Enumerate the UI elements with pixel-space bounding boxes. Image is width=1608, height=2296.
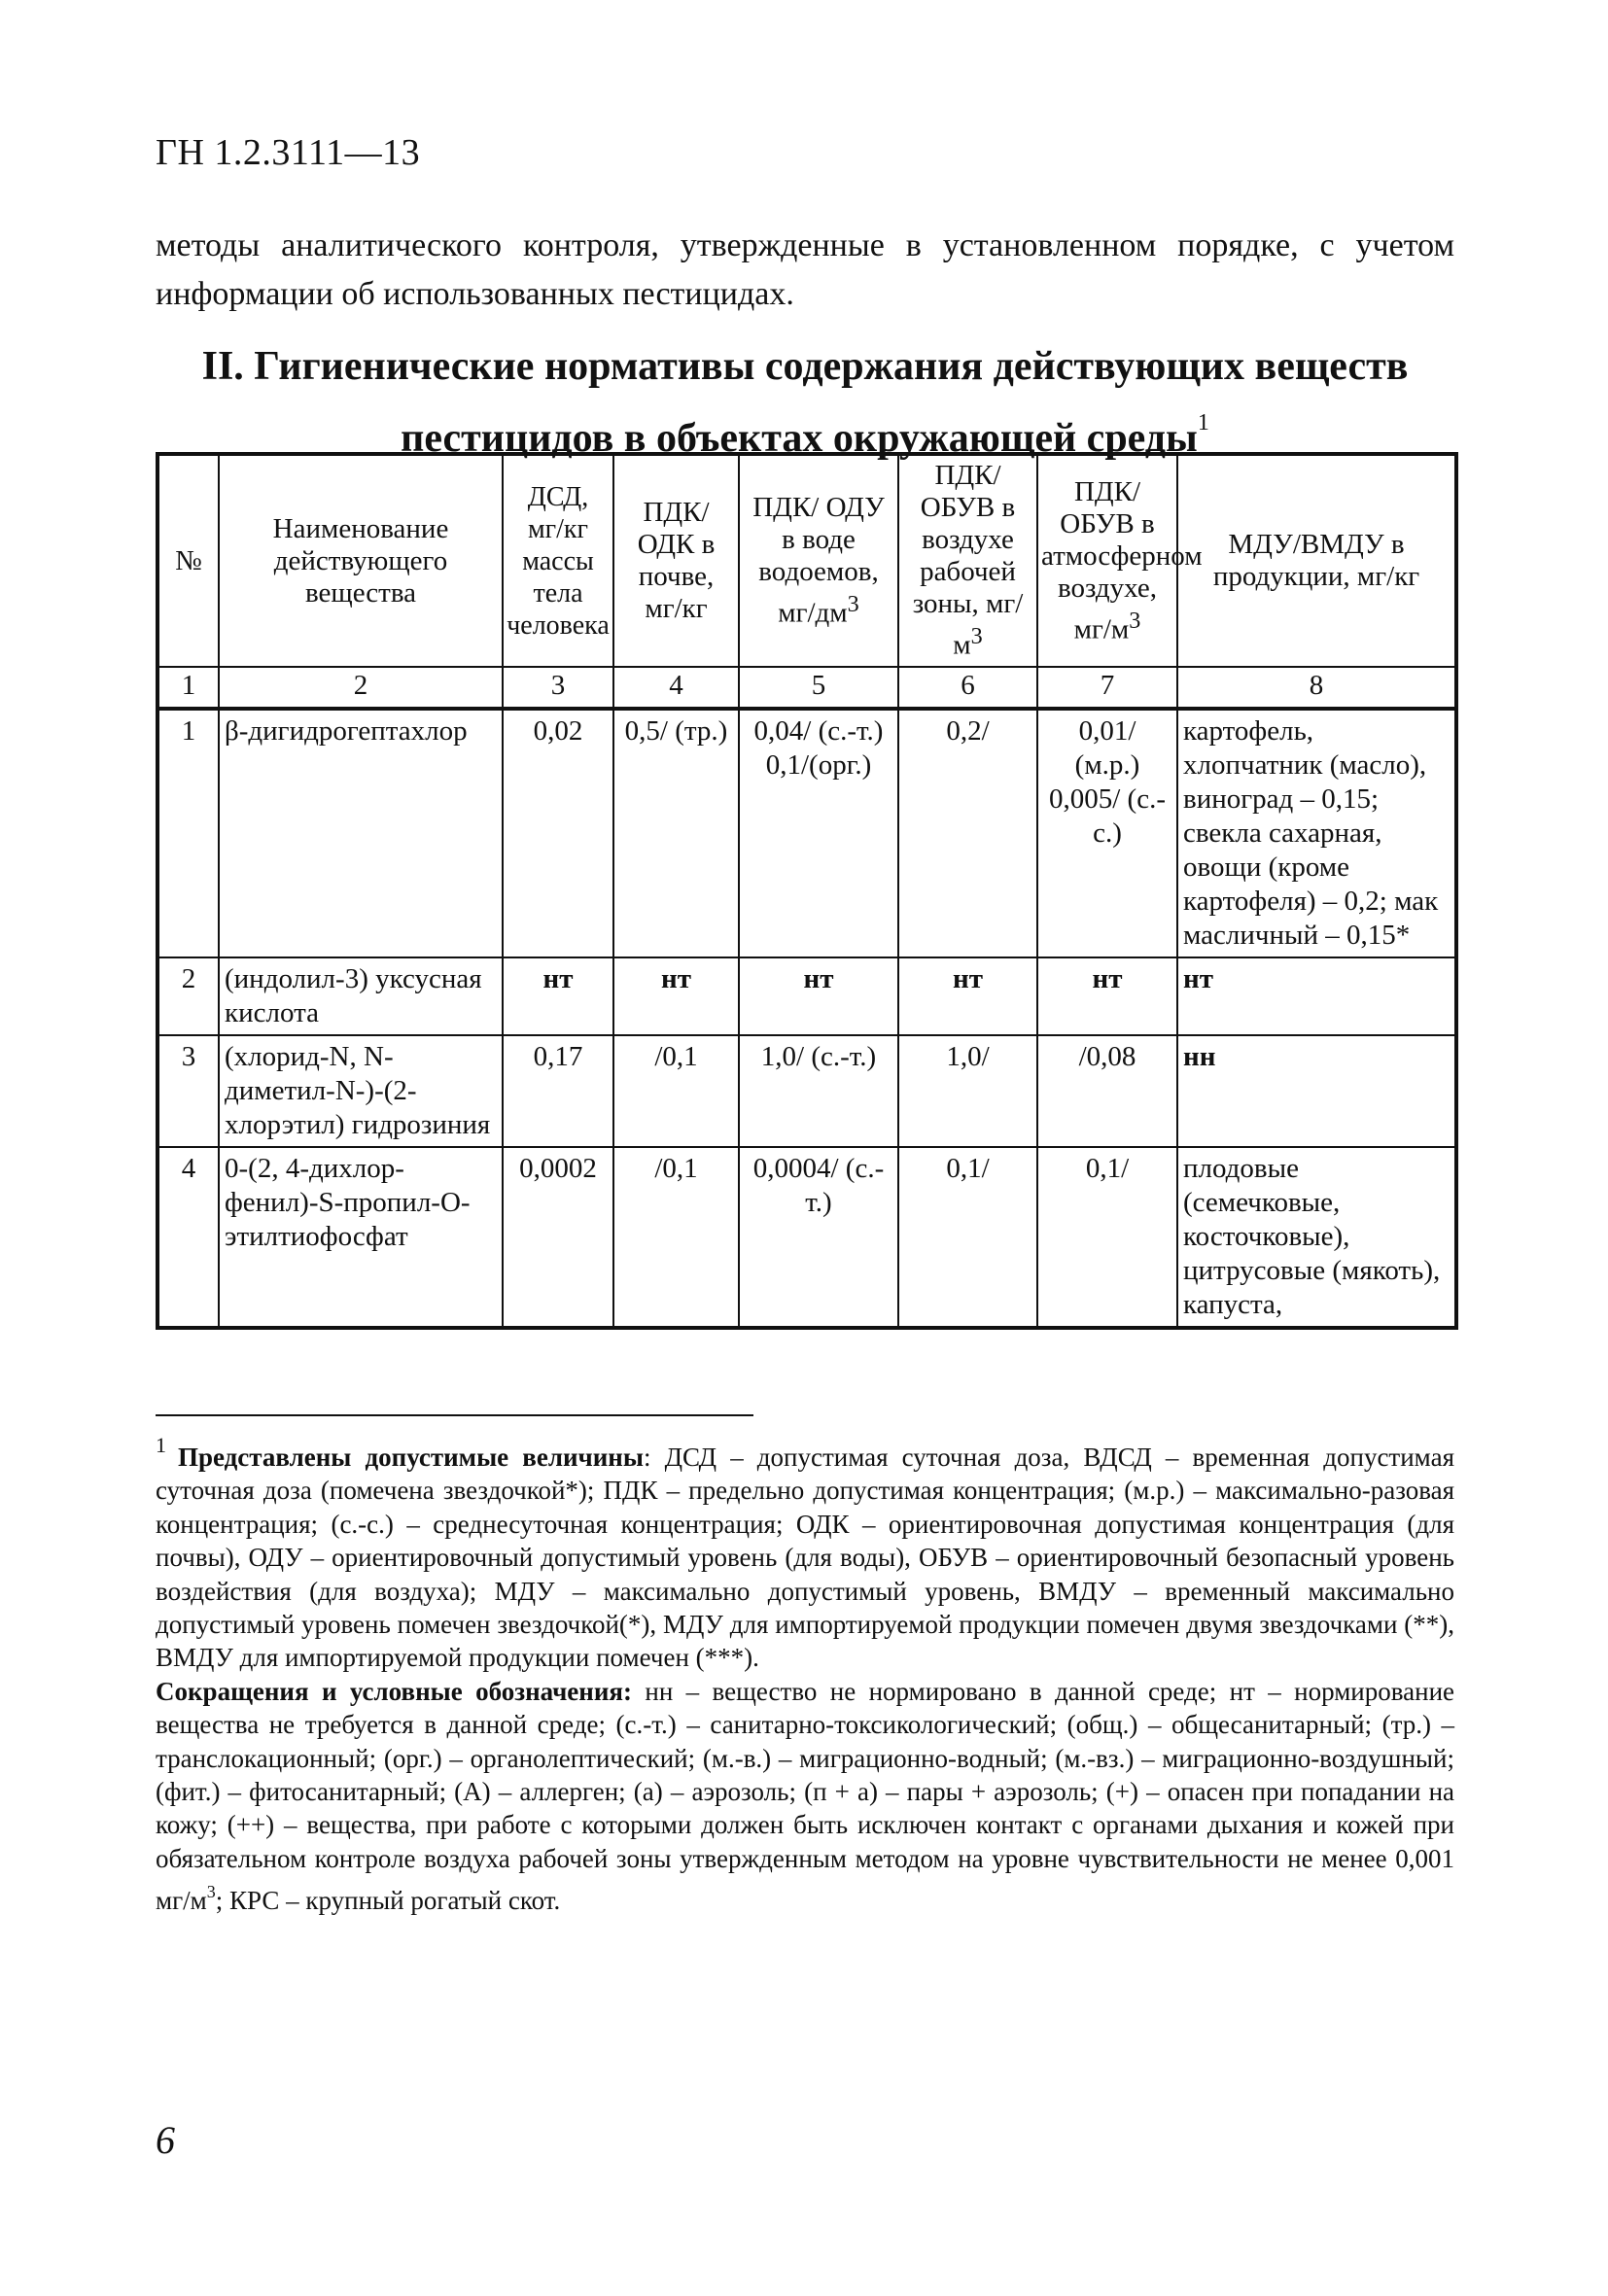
work-air-value: нт: [898, 957, 1037, 1035]
column-number: 5: [739, 667, 898, 709]
header-substance-name: Наименование действующего вещества: [219, 454, 503, 667]
mdu-value: нт: [1177, 957, 1456, 1035]
substance-name: β-дигидрогептахлор: [219, 709, 503, 957]
header-water: [739, 454, 898, 667]
mdu-value: нн: [1177, 1035, 1456, 1147]
header-water-text: ПДК/ ОДУ в воде водоемов,: [752, 492, 885, 588]
column-number: 4: [613, 667, 739, 709]
work-air-value: 0,2/: [898, 709, 1037, 957]
column-number: 7: [1037, 667, 1177, 709]
water-value: нт: [739, 957, 898, 1035]
footnote: [156, 1429, 1454, 1918]
footnote-abbreviations-text: нн – вещество не нормировано в данной среде; нт – нормирование вещества не требуется в данной среде; (с.-т.) – санитарно-токсикологический; (общ.) – общесанитарный; (тр.) – транслокационный; (орг.) – органолептический; (м.-в.) – миграционно-водный; (м.-вз.) – миграционно-воздушный; (фит.) – фитосанитарный; (А) – аллерген; (а) – аэрозоль; (п + а) – пары + аэрозоль; (+) – опасен при попадании на кожу; (++) – вещества, при работе с которыми должен быть исключен контакт с органами дыхания и кожей при обязательном контроле воздуха рабочей зоны утвержденным методом на уровне чувствительности не менее 0,001 мг/м: [156, 1676, 1454, 1916]
column-number: 2: [219, 667, 503, 709]
column-number: 8: [1177, 667, 1456, 709]
table-row: [157, 709, 1456, 957]
footnote-legend-heading: Представлены допустимые величины: [178, 1443, 644, 1472]
soil-value: /0,1: [613, 1147, 739, 1328]
work-air-value: 0,1/: [898, 1147, 1037, 1328]
dsd-value: 0,17: [503, 1035, 613, 1147]
table-row: [157, 1035, 1456, 1147]
table-row: [157, 1147, 1456, 1328]
atm-air-value: нт: [1037, 957, 1177, 1035]
header-soil: ПДК/ ОДК в почве, мг/кг: [613, 454, 739, 667]
document-code: ГН 1.2.3111—13: [156, 132, 421, 173]
column-number-row: [157, 667, 1456, 709]
header-atm-air-unit: мг/м: [1073, 613, 1130, 645]
header-water-unit-sup: 3: [847, 591, 859, 618]
header-work-air-unit: мг/м: [953, 588, 1024, 661]
column-number: 1: [157, 667, 219, 709]
row-number: 2: [157, 957, 219, 1035]
column-number: 3: [503, 667, 613, 709]
dsd-value: нт: [503, 957, 613, 1035]
header-dsd: ДСД, мг/кг массы тела человека: [503, 454, 613, 667]
table-header-row: [157, 454, 1456, 667]
section-title-footnote-mark: 1: [1197, 410, 1209, 435]
dsd-value: 0,02: [503, 709, 613, 957]
header-work-air-unit-sup: 3: [970, 623, 983, 650]
footnote-abbreviations-tail: ; КРС – крупный рогатый скот.: [215, 1886, 561, 1916]
water-value: 0,04/ (с.-т.) 0,1/(орг.): [739, 709, 898, 957]
column-number: 6: [898, 667, 1037, 709]
header-work-air-text: ПДК/ ОБУВ в воздухе рабочей зоны,: [912, 460, 1016, 620]
standards-table: [156, 452, 1458, 1330]
mdu-value: плодовые (семечковые, косточковые), цитрусовые (мякоть), капуста,: [1177, 1147, 1456, 1328]
row-number: 4: [157, 1147, 219, 1328]
work-air-value: 1,0/: [898, 1035, 1037, 1147]
substance-name: (хлорид-N, N-диметил-N-)-(2-хлорэтил) гидрозиния: [219, 1035, 503, 1147]
footnote-unit-sup: 3: [206, 1882, 216, 1902]
atm-air-value: 0,1/: [1037, 1147, 1177, 1328]
row-number: 3: [157, 1035, 219, 1147]
soil-value: нт: [613, 957, 739, 1035]
dsd-value: 0,0002: [503, 1147, 613, 1328]
substance-name: (индолил-3) уксусная кислота: [219, 957, 503, 1035]
header-atm-air-unit-sup: 3: [1129, 607, 1141, 634]
table-row: [157, 957, 1456, 1035]
footnote-abbreviations-heading: Сокращения и условные обозначения:: [156, 1676, 632, 1706]
header-work-air: [898, 454, 1037, 667]
section-title-text: II. Гигиенические нормативы содержания действующих веществ пестицидов в объектах окружающей среды: [201, 344, 1409, 461]
substance-name: 0-(2, 4-дихлор-фенил)-S-пропил-О-этилтиофосфат: [219, 1147, 503, 1328]
section-title: [156, 338, 1454, 467]
page-number: 6: [156, 2118, 175, 2162]
header-number: №: [157, 454, 219, 667]
soil-value: /0,1: [613, 1035, 739, 1147]
water-value: 0,0004/ (с.-т.): [739, 1147, 898, 1328]
atm-air-value: 0,01/ (м.р.) 0,005/ (с.-с.): [1037, 709, 1177, 957]
water-value: 1,0/ (с.-т.): [739, 1035, 898, 1147]
atm-air-value: /0,08: [1037, 1035, 1177, 1147]
footnote-paragraph-abbreviations: [156, 1675, 1454, 1918]
header-atm-air: [1037, 454, 1203, 667]
footnote-divider: [156, 1414, 753, 1416]
soil-value: 0,5/ (тр.): [613, 709, 739, 957]
footnote-mark: 1: [156, 1433, 166, 1457]
intro-paragraph: методы аналитического контроля, утвержденные в установленном порядке, с учетом информации об использованных пестицидах.: [156, 227, 1454, 312]
header-water-unit: мг/дм: [778, 597, 848, 629]
footnote-paragraph-legend: [156, 1429, 1454, 1675]
mdu-value: картофель, хлопчатник (масло), виноград – 0,15; свекла сахарная, овощи (кроме картофеля) – 0,2; мак масличный – 0,15*: [1177, 709, 1456, 957]
header-atm-air-text: ПДК/ ОБУВ в атмосферном воздухе,: [1041, 475, 1203, 604]
header-mdu: МДУ/ВМДУ в продукции, мг/кг: [1177, 454, 1456, 667]
footnote-legend-text: : ДСД – допустимая суточная доза, ВДСД – временная допустимая суточная доза (помечена звездочкой*); ПДК – предельно допустимая концентрация; (м.р.) – максимально-разовая концентрация; (с.-с.) – среднесуточная концентрация; ОДК – ориентировочная допустимая концентрация (для почвы), ОДУ – ориентировочный допустимый уровень (для воды), ОБУВ – ориентировочный безопасный уровень воздействия (для воздуха); МДУ – максимально допустимый уровень, ВМДУ – временный максимально допустимый уровень помечен звездочкой(*), МДУ для импортируемой продукции помечен двумя звездочками (**), ВМДУ для импортируемой продукции помечен (***).: [156, 1443, 1454, 1673]
row-number: 1: [157, 709, 219, 957]
